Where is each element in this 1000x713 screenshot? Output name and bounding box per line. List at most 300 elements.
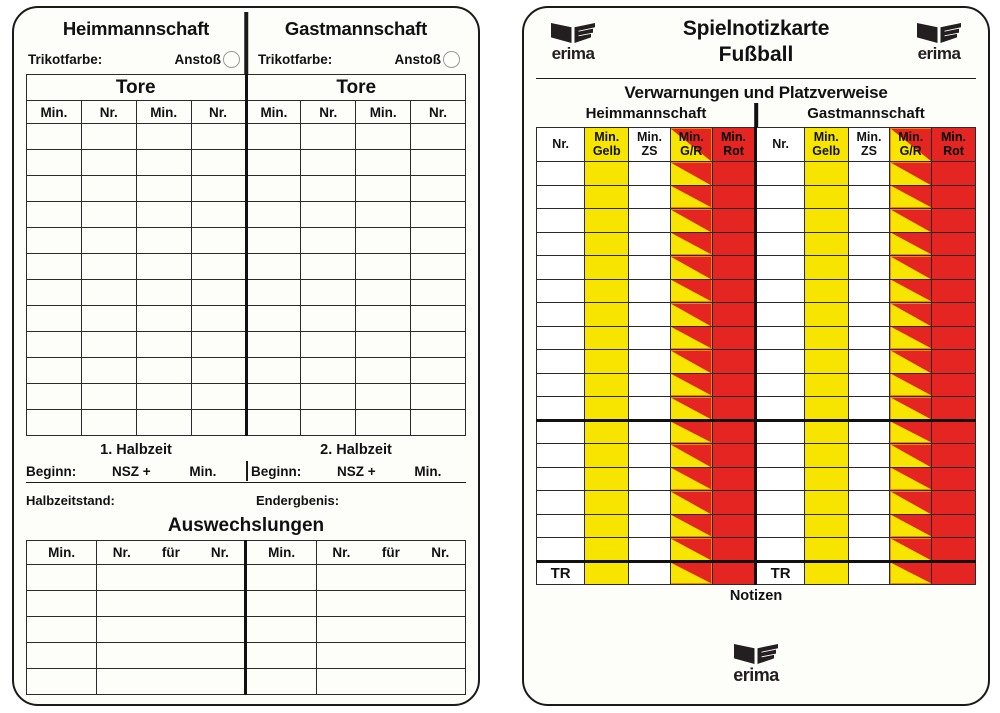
goals-cell[interactable]: [81, 332, 136, 358]
cards-cell[interactable]: [629, 514, 671, 538]
goals-cell[interactable]: [301, 280, 356, 306]
subs-cell-players[interactable]: [316, 617, 465, 643]
cards-cell[interactable]: [670, 279, 712, 303]
cards-cell[interactable]: [629, 444, 671, 468]
goals-cell[interactable]: [191, 384, 246, 410]
cards-cell[interactable]: [537, 491, 585, 515]
subs-cell-min[interactable]: [27, 643, 97, 669]
goals-cell[interactable]: [27, 124, 82, 150]
subs-cell-players[interactable]: [97, 617, 246, 643]
cards-cell[interactable]: [629, 303, 671, 327]
goals-cell[interactable]: [301, 332, 356, 358]
goals-cell[interactable]: [356, 176, 411, 202]
cards-cell[interactable]: [629, 232, 671, 256]
goals-cell[interactable]: [411, 150, 466, 176]
cards-cell[interactable]: [670, 397, 712, 421]
cards-cell[interactable]: [890, 561, 932, 585]
cards-cell[interactable]: [670, 326, 712, 350]
home-kickoff-checkbox[interactable]: [223, 51, 240, 68]
goals-cell[interactable]: [191, 124, 246, 150]
goals-cell[interactable]: [411, 254, 466, 280]
home-team-heading: Heimmannschaft: [62, 18, 210, 39]
goals-cell[interactable]: [301, 124, 356, 150]
cards-cell[interactable]: [756, 256, 804, 280]
cards-cell[interactable]: [629, 162, 671, 186]
cards-cell[interactable]: [537, 538, 585, 562]
cards-cell[interactable]: [932, 514, 976, 538]
goals-cell[interactable]: [191, 358, 246, 384]
goals-cell[interactable]: [246, 280, 301, 306]
cards-cell[interactable]: [670, 256, 712, 280]
goals-cell[interactable]: [411, 228, 466, 254]
away-kickoff-checkbox[interactable]: [443, 51, 460, 68]
cards-cell[interactable]: [756, 279, 804, 303]
cards-cell[interactable]: [712, 373, 756, 397]
cards-cell[interactable]: [670, 350, 712, 374]
cards-cell[interactable]: [890, 326, 932, 350]
cards-cell[interactable]: [756, 303, 804, 327]
cards-cell[interactable]: [585, 279, 629, 303]
cards-cell[interactable]: [932, 444, 976, 468]
cards-cell[interactable]: [848, 420, 890, 444]
subs-cell-players[interactable]: [316, 669, 465, 695]
goals-cell[interactable]: [136, 358, 191, 384]
cards-cell[interactable]: [756, 514, 804, 538]
cards-cell[interactable]: [629, 209, 671, 233]
goals-cell[interactable]: [301, 254, 356, 280]
subs-cell-players[interactable]: [97, 565, 246, 591]
cards-cell[interactable]: [712, 232, 756, 256]
goals-cell[interactable]: [246, 176, 301, 202]
cards-cell[interactable]: [629, 350, 671, 374]
cards-cell[interactable]: [848, 232, 890, 256]
goals-cell[interactable]: [301, 384, 356, 410]
goals-cell[interactable]: [356, 228, 411, 254]
cards-cell[interactable]: [712, 185, 756, 209]
goals-cell[interactable]: [191, 228, 246, 254]
cards-cell[interactable]: [585, 326, 629, 350]
cards-cell[interactable]: [537, 256, 585, 280]
cards-column-header-line2: Rot: [723, 143, 744, 158]
cards-cell[interactable]: [932, 162, 976, 186]
cards-cell[interactable]: [537, 373, 585, 397]
cards-cell[interactable]: [756, 373, 804, 397]
cards-cell[interactable]: [537, 514, 585, 538]
cards-cell[interactable]: [537, 279, 585, 303]
goals-cell[interactable]: [81, 124, 136, 150]
goals-cell[interactable]: [81, 306, 136, 332]
cards-cell[interactable]: [670, 420, 712, 444]
cards-cell[interactable]: [756, 232, 804, 256]
cards-cell[interactable]: [585, 350, 629, 374]
goals-cell[interactable]: [356, 254, 411, 280]
cards-cell[interactable]: [932, 350, 976, 374]
goals-cell[interactable]: [27, 280, 82, 306]
cards-cell[interactable]: [848, 162, 890, 186]
cards-cell[interactable]: [712, 420, 756, 444]
cards-cell[interactable]: [670, 162, 712, 186]
goals-cell[interactable]: [301, 358, 356, 384]
subs-cell-min[interactable]: [27, 669, 97, 695]
cards-cell[interactable]: [804, 279, 848, 303]
cards-cell[interactable]: [537, 397, 585, 421]
goals-cell[interactable]: [356, 384, 411, 410]
cards-cell[interactable]: [848, 350, 890, 374]
cards-cell[interactable]: [629, 467, 671, 491]
cards-cell[interactable]: [712, 444, 756, 468]
cards-cell[interactable]: [848, 326, 890, 350]
cards-cell[interactable]: [585, 185, 629, 209]
cards-cell[interactable]: [537, 326, 585, 350]
cards-cell[interactable]: [804, 514, 848, 538]
goals-cell[interactable]: [27, 202, 82, 228]
goals-cell[interactable]: [301, 228, 356, 254]
cards-cell[interactable]: [804, 185, 848, 209]
cards-cell[interactable]: [585, 397, 629, 421]
goals-cell[interactable]: [191, 176, 246, 202]
goals-cell[interactable]: [191, 202, 246, 228]
subs-cell-players[interactable]: [97, 591, 246, 617]
cards-cell[interactable]: [890, 420, 932, 444]
cards-cell[interactable]: [932, 303, 976, 327]
cards-cell[interactable]: [848, 373, 890, 397]
goals-cell[interactable]: [411, 280, 466, 306]
cards-cell[interactable]: [804, 303, 848, 327]
cards-cell[interactable]: [585, 162, 629, 186]
goals-cell[interactable]: [301, 150, 356, 176]
cards-cell[interactable]: [848, 561, 890, 585]
cards-cell[interactable]: [756, 538, 804, 562]
cards-cell[interactable]: [848, 185, 890, 209]
cards-cell[interactable]: [585, 420, 629, 444]
subs-cell-players[interactable]: [316, 643, 465, 669]
cards-cell[interactable]: [629, 373, 671, 397]
cards-cell[interactable]: [712, 303, 756, 327]
cards-cell[interactable]: [804, 420, 848, 444]
cards-cell[interactable]: [932, 561, 976, 585]
subs-cell-min[interactable]: [27, 617, 97, 643]
cards-cell[interactable]: [756, 491, 804, 515]
subs-cell-players[interactable]: [316, 591, 465, 617]
cards-cell[interactable]: [890, 350, 932, 374]
goals-cell[interactable]: [246, 384, 301, 410]
goals-cell[interactable]: [411, 176, 466, 202]
cards-cell[interactable]: [712, 538, 756, 562]
cards-cell[interactable]: [670, 232, 712, 256]
goals-cell[interactable]: [136, 150, 191, 176]
cards-cell[interactable]: [890, 514, 932, 538]
goals-cell[interactable]: [136, 124, 191, 150]
cards-cell[interactable]: [890, 185, 932, 209]
goals-cell[interactable]: [81, 280, 136, 306]
cards-cell[interactable]: [585, 514, 629, 538]
cards-cell[interactable]: [629, 420, 671, 444]
cards-cell[interactable]: [712, 397, 756, 421]
cards-cell[interactable]: [537, 232, 585, 256]
cards-cell[interactable]: [629, 256, 671, 280]
cards-cell[interactable]: [756, 209, 804, 233]
cards-cell[interactable]: [629, 326, 671, 350]
goals-cell[interactable]: [356, 202, 411, 228]
goals-cell[interactable]: [136, 410, 191, 436]
cards-cell[interactable]: [756, 444, 804, 468]
goals-cell[interactable]: [27, 150, 82, 176]
cards-cell[interactable]: [848, 467, 890, 491]
cards-cell[interactable]: [932, 373, 976, 397]
cards-cell[interactable]: [585, 538, 629, 562]
cards-cell[interactable]: [537, 444, 585, 468]
cards-cell[interactable]: [932, 420, 976, 444]
goals-cell[interactable]: [191, 410, 246, 436]
goals-cell[interactable]: [411, 332, 466, 358]
goals-cell[interactable]: [81, 176, 136, 202]
cards-cell[interactable]: [756, 162, 804, 186]
goals-cell[interactable]: [27, 254, 82, 280]
cards-cell[interactable]: [712, 279, 756, 303]
cards-cell[interactable]: [804, 209, 848, 233]
cards-cell[interactable]: [890, 303, 932, 327]
cards-cell[interactable]: [670, 185, 712, 209]
cards-cell[interactable]: [537, 303, 585, 327]
cards-cell[interactable]: [848, 256, 890, 280]
goals-cell[interactable]: [246, 332, 301, 358]
cards-cell[interactable]: [890, 279, 932, 303]
subs-cell-players[interactable]: [97, 643, 246, 669]
subs-cell-min[interactable]: [27, 565, 97, 591]
goals-title-row: [27, 75, 466, 101]
goals-cell[interactable]: [246, 358, 301, 384]
goals-cell[interactable]: [81, 410, 136, 436]
cards-cell[interactable]: [585, 232, 629, 256]
cards-cell[interactable]: [670, 303, 712, 327]
goals-cell[interactable]: [136, 254, 191, 280]
goals-cell[interactable]: [191, 150, 246, 176]
goals-cell[interactable]: [246, 410, 301, 436]
goals-cell[interactable]: [246, 228, 301, 254]
goals-cell[interactable]: [27, 306, 82, 332]
cards-cell[interactable]: [629, 491, 671, 515]
cards-cell[interactable]: [848, 397, 890, 421]
cards-cell[interactable]: [712, 209, 756, 233]
cards-cell[interactable]: [890, 491, 932, 515]
goals-cell[interactable]: [136, 306, 191, 332]
cards-cell[interactable]: [932, 397, 976, 421]
cards-cell[interactable]: [585, 373, 629, 397]
goals-cell[interactable]: [191, 332, 246, 358]
goals-cell[interactable]: [411, 124, 466, 150]
subs-cell-min[interactable]: [246, 591, 316, 617]
cards-cell[interactable]: [537, 185, 585, 209]
cards-cell[interactable]: [629, 561, 671, 585]
cards-cell[interactable]: [670, 491, 712, 515]
goals-cell[interactable]: [136, 280, 191, 306]
goals-cell[interactable]: [27, 228, 82, 254]
cards-cell[interactable]: [890, 373, 932, 397]
cards-cell[interactable]: [585, 209, 629, 233]
cards-cell[interactable]: [804, 491, 848, 515]
cards-cell[interactable]: [712, 350, 756, 374]
goals-cell[interactable]: [27, 176, 82, 202]
cards-column-header-line2: G/R: [680, 143, 703, 158]
goals-cell[interactable]: [191, 254, 246, 280]
cards-cell[interactable]: [890, 538, 932, 562]
goals-cell[interactable]: [27, 332, 82, 358]
cards-cell[interactable]: [712, 326, 756, 350]
goals-cell[interactable]: [81, 228, 136, 254]
goals-cell[interactable]: [356, 280, 411, 306]
cards-cell[interactable]: [537, 162, 585, 186]
cards-cell[interactable]: [537, 420, 585, 444]
cards-cell[interactable]: [712, 514, 756, 538]
cards-cell[interactable]: [932, 185, 976, 209]
goals-cell[interactable]: [136, 332, 191, 358]
cards-cell[interactable]: [670, 467, 712, 491]
cards-cell[interactable]: [670, 538, 712, 562]
cards-cell[interactable]: [848, 514, 890, 538]
cards-cell[interactable]: [890, 397, 932, 421]
goals-cell[interactable]: [136, 228, 191, 254]
goals-cell[interactable]: [27, 358, 82, 384]
cards-cell[interactable]: [932, 467, 976, 491]
cards-cell[interactable]: [712, 256, 756, 280]
cards-cell[interactable]: [804, 561, 848, 585]
goals-cell[interactable]: [191, 280, 246, 306]
cards-cell[interactable]: [848, 303, 890, 327]
cards-cell[interactable]: [756, 467, 804, 491]
goals-cell[interactable]: [411, 410, 466, 436]
cards-cell[interactable]: [585, 256, 629, 280]
cards-cell[interactable]: [804, 397, 848, 421]
cards-cell[interactable]: [932, 279, 976, 303]
cards-cell[interactable]: [890, 209, 932, 233]
goals-cell[interactable]: [81, 202, 136, 228]
cards-cell[interactable]: [804, 373, 848, 397]
goals-cell[interactable]: [301, 306, 356, 332]
goals-cell[interactable]: [136, 202, 191, 228]
cards-cell[interactable]: [804, 350, 848, 374]
cards-cell[interactable]: [670, 373, 712, 397]
cards-cell[interactable]: [670, 561, 712, 585]
goals-cell[interactable]: [356, 124, 411, 150]
subs-cell-players[interactable]: [316, 565, 465, 591]
cards-cell[interactable]: [932, 256, 976, 280]
cards-cell[interactable]: [932, 232, 976, 256]
goals-cell[interactable]: [411, 306, 466, 332]
cards-cell[interactable]: [585, 467, 629, 491]
goals-cell[interactable]: [411, 384, 466, 410]
subs-cell-min[interactable]: [246, 669, 316, 695]
cards-cell[interactable]: [804, 538, 848, 562]
cards-cell[interactable]: [804, 232, 848, 256]
cards-cell[interactable]: [890, 256, 932, 280]
goals-cell[interactable]: [301, 176, 356, 202]
goals-cell[interactable]: [81, 254, 136, 280]
goals-cell[interactable]: [246, 124, 301, 150]
goals-cell[interactable]: [301, 202, 356, 228]
cards-cell[interactable]: [890, 444, 932, 468]
cards-cell[interactable]: [537, 350, 585, 374]
subs-cell-min[interactable]: [246, 643, 316, 669]
cards-cell[interactable]: [712, 162, 756, 186]
goals-cell[interactable]: [301, 410, 356, 436]
goals-cell[interactable]: [411, 358, 466, 384]
subs-cell-players[interactable]: [97, 669, 246, 695]
cards-cell[interactable]: [890, 162, 932, 186]
cards-cell[interactable]: [585, 303, 629, 327]
cards-cell[interactable]: [890, 467, 932, 491]
cards-cell[interactable]: [756, 326, 804, 350]
goals-cell[interactable]: [246, 202, 301, 228]
goals-cell[interactable]: [136, 384, 191, 410]
cards-cell[interactable]: [629, 279, 671, 303]
cards-cell[interactable]: [585, 444, 629, 468]
cards-cell[interactable]: [848, 538, 890, 562]
goals-cell[interactable]: [356, 410, 411, 436]
goals-cell[interactable]: [191, 306, 246, 332]
cards-cell[interactable]: [756, 350, 804, 374]
cards-cell[interactable]: [712, 491, 756, 515]
cards-cell[interactable]: [629, 397, 671, 421]
goals-cell[interactable]: [81, 384, 136, 410]
cards-cell[interactable]: [932, 326, 976, 350]
cards-cell[interactable]: [932, 491, 976, 515]
cards-cell[interactable]: [932, 209, 976, 233]
cards-cell[interactable]: [629, 185, 671, 209]
cards-cell[interactable]: [670, 209, 712, 233]
cards-cell[interactable]: [585, 491, 629, 515]
cards-cell[interactable]: [537, 467, 585, 491]
cards-cell[interactable]: [756, 420, 804, 444]
cards-cell[interactable]: [848, 491, 890, 515]
goals-cell[interactable]: [81, 150, 136, 176]
cards-cell[interactable]: [670, 444, 712, 468]
cards-cell[interactable]: [848, 209, 890, 233]
cards-cell[interactable]: [712, 467, 756, 491]
subs-cell-min[interactable]: [246, 565, 316, 591]
goals-cell[interactable]: [356, 358, 411, 384]
subs-cell-min[interactable]: [27, 591, 97, 617]
goals-cell[interactable]: [27, 384, 82, 410]
goals-cell[interactable]: [246, 254, 301, 280]
goals-cell[interactable]: [246, 306, 301, 332]
cards-cell[interactable]: [848, 444, 890, 468]
goals-cell[interactable]: [356, 332, 411, 358]
subs-cell-min[interactable]: [246, 617, 316, 643]
cards-cell[interactable]: [537, 209, 585, 233]
goals-cell[interactable]: [356, 306, 411, 332]
cards-cell[interactable]: [804, 467, 848, 491]
cards-cell[interactable]: [670, 514, 712, 538]
goals-cell[interactable]: [81, 358, 136, 384]
cards-cell[interactable]: [629, 538, 671, 562]
cards-cell[interactable]: [756, 397, 804, 421]
cards-cell[interactable]: [932, 538, 976, 562]
goals-cell[interactable]: [136, 176, 191, 202]
cards-cell[interactable]: [804, 326, 848, 350]
cards-cell[interactable]: [890, 232, 932, 256]
cards-cell[interactable]: [848, 279, 890, 303]
cards-cell[interactable]: [804, 444, 848, 468]
cards-cell[interactable]: [585, 561, 629, 585]
cards-cell[interactable]: [712, 561, 756, 585]
goals-cell[interactable]: [246, 150, 301, 176]
cards-cell[interactable]: [804, 162, 848, 186]
goals-cell[interactable]: [411, 202, 466, 228]
goals-cell[interactable]: [27, 410, 82, 436]
cards-cell[interactable]: [804, 256, 848, 280]
cards-cell[interactable]: [756, 185, 804, 209]
goals-cell[interactable]: [356, 150, 411, 176]
